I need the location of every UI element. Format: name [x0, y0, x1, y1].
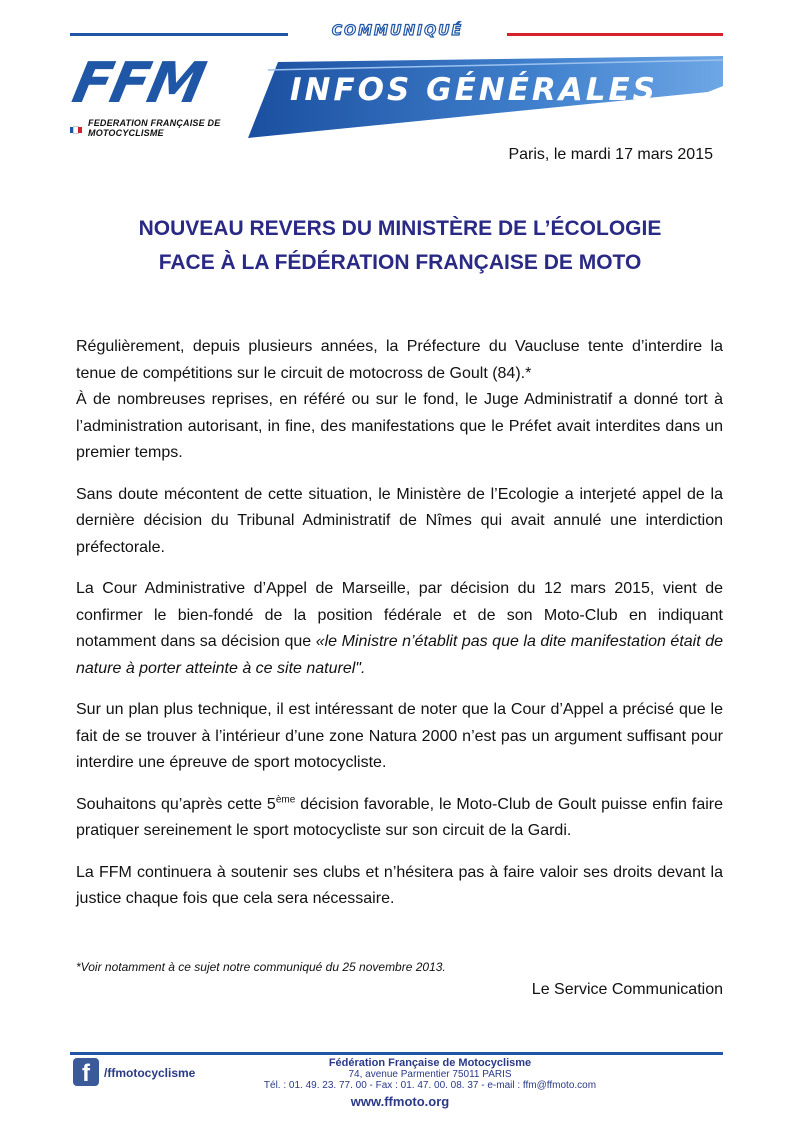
paragraph-3-text: La Cour Administrative d’Appel de Marseille, par décision du 12 mars 2015, vient de confirmer le bien-fondé de la position fédérale et de son Moto-Club en indiquant notamment dans sa décision que: [76, 580, 723, 650]
title-line-2: FACE À LA FÉDÉRATION FRANÇAISE DE MOTO: [158, 251, 642, 274]
paragraph-1b: À de nombreuses reprises, en référé ou sur le fond, le Juge Administratif a donné tort à l’administration autorisant, in fine, des manifestations que le Préfet avait interdites dans un premier temps.: [76, 391, 723, 461]
title-line-1: NOUVEAU REVERS DU MINISTÈRE DE L’ÉCOLOGIE: [138, 217, 662, 240]
ruling-quote: «le Ministre n’établit pas que la dite manifestation était de nature à porter atteinte à ce site naturel".: [76, 633, 723, 677]
website-link[interactable]: www.ffmoto.org: [350, 1094, 450, 1109]
signature: Le Service Communication: [531, 981, 723, 998]
facebook-icon[interactable]: f: [73, 1058, 99, 1086]
footnote: *Voir notamment à ce sujet notre communiqué du 25 novembre 2013.: [76, 960, 446, 974]
footer-organization: Fédération Française de Motocyclisme: [328, 1057, 532, 1069]
paragraph-3: [76, 576, 723, 682]
header-rule-blue: [70, 33, 288, 36]
banner-title: INFOS GÉNÉRALES: [290, 72, 658, 108]
facebook-handle-link[interactable]: /ffmotocyclisme: [104, 1066, 196, 1080]
paragraph-5-end: décision favorable, le Moto-Club de Goult puisse enfin faire pratiquer sereinement le sport motocycliste sur son circuit de la Gardi.: [76, 795, 724, 839]
paragraph-4: Sur un plan plus technique, il est intéressant de noter que la Cour d’Appel a précisé que le fait de se trouver à l’intérieur d’une zone Natura 2000 n’est pas un argument suffisant pour interdire une épreuve de sport motocycliste.: [76, 701, 723, 771]
logo-subtitle: FEDERATION FRANÇAISE DE MOTOCYCLISME: [88, 118, 221, 138]
paragraph-5-start: Souhaitons qu’après cette 5: [76, 795, 276, 813]
footer-contact[interactable]: Tél. : 01. 49. 23. 77. 00 - Fax : 01. 47. 00. 08. 37 - e-mail : ffm@ffmoto.com: [263, 1080, 597, 1091]
french-flag-icon: [70, 120, 84, 126]
header-rule-red: [507, 33, 723, 36]
dateline: Paris, le mardi 17 mars 2015: [508, 146, 713, 163]
press-release-title: [70, 212, 730, 280]
footer-rule: [70, 1052, 723, 1055]
article-body: [76, 334, 723, 928]
header-banner: [238, 52, 723, 138]
paragraph-2: Sans doute mécontent de cette situation, le Ministère de l’Ecologie a interjeté appel de la dernière décision du Tribunal Administratif de Nîmes qui avait annulé une interdiction préfectorale.: [76, 485, 723, 556]
paragraph-1a: Régulièrement, depuis plusieurs années, la Préfecture du Vaucluse tente d’interdire la tenue de compétitions sur le circuit de motocross de Goult (84).*: [76, 338, 723, 382]
ordinal-superscript: ème: [275, 794, 296, 806]
footer-address: 74, avenue Parmentier 75011 PARIS: [348, 1069, 512, 1080]
paragraph-6: La FFM continuera à soutenir ses clubs et n’hésitera pas à faire valoir ses droits devant la justice chaque fois que cela sera nécessaire.: [76, 863, 723, 907]
communique-label: COMMUNIQUÉ: [331, 23, 464, 39]
paragraph-5: [76, 792, 723, 845]
logo-text: FFM: [67, 51, 211, 116]
